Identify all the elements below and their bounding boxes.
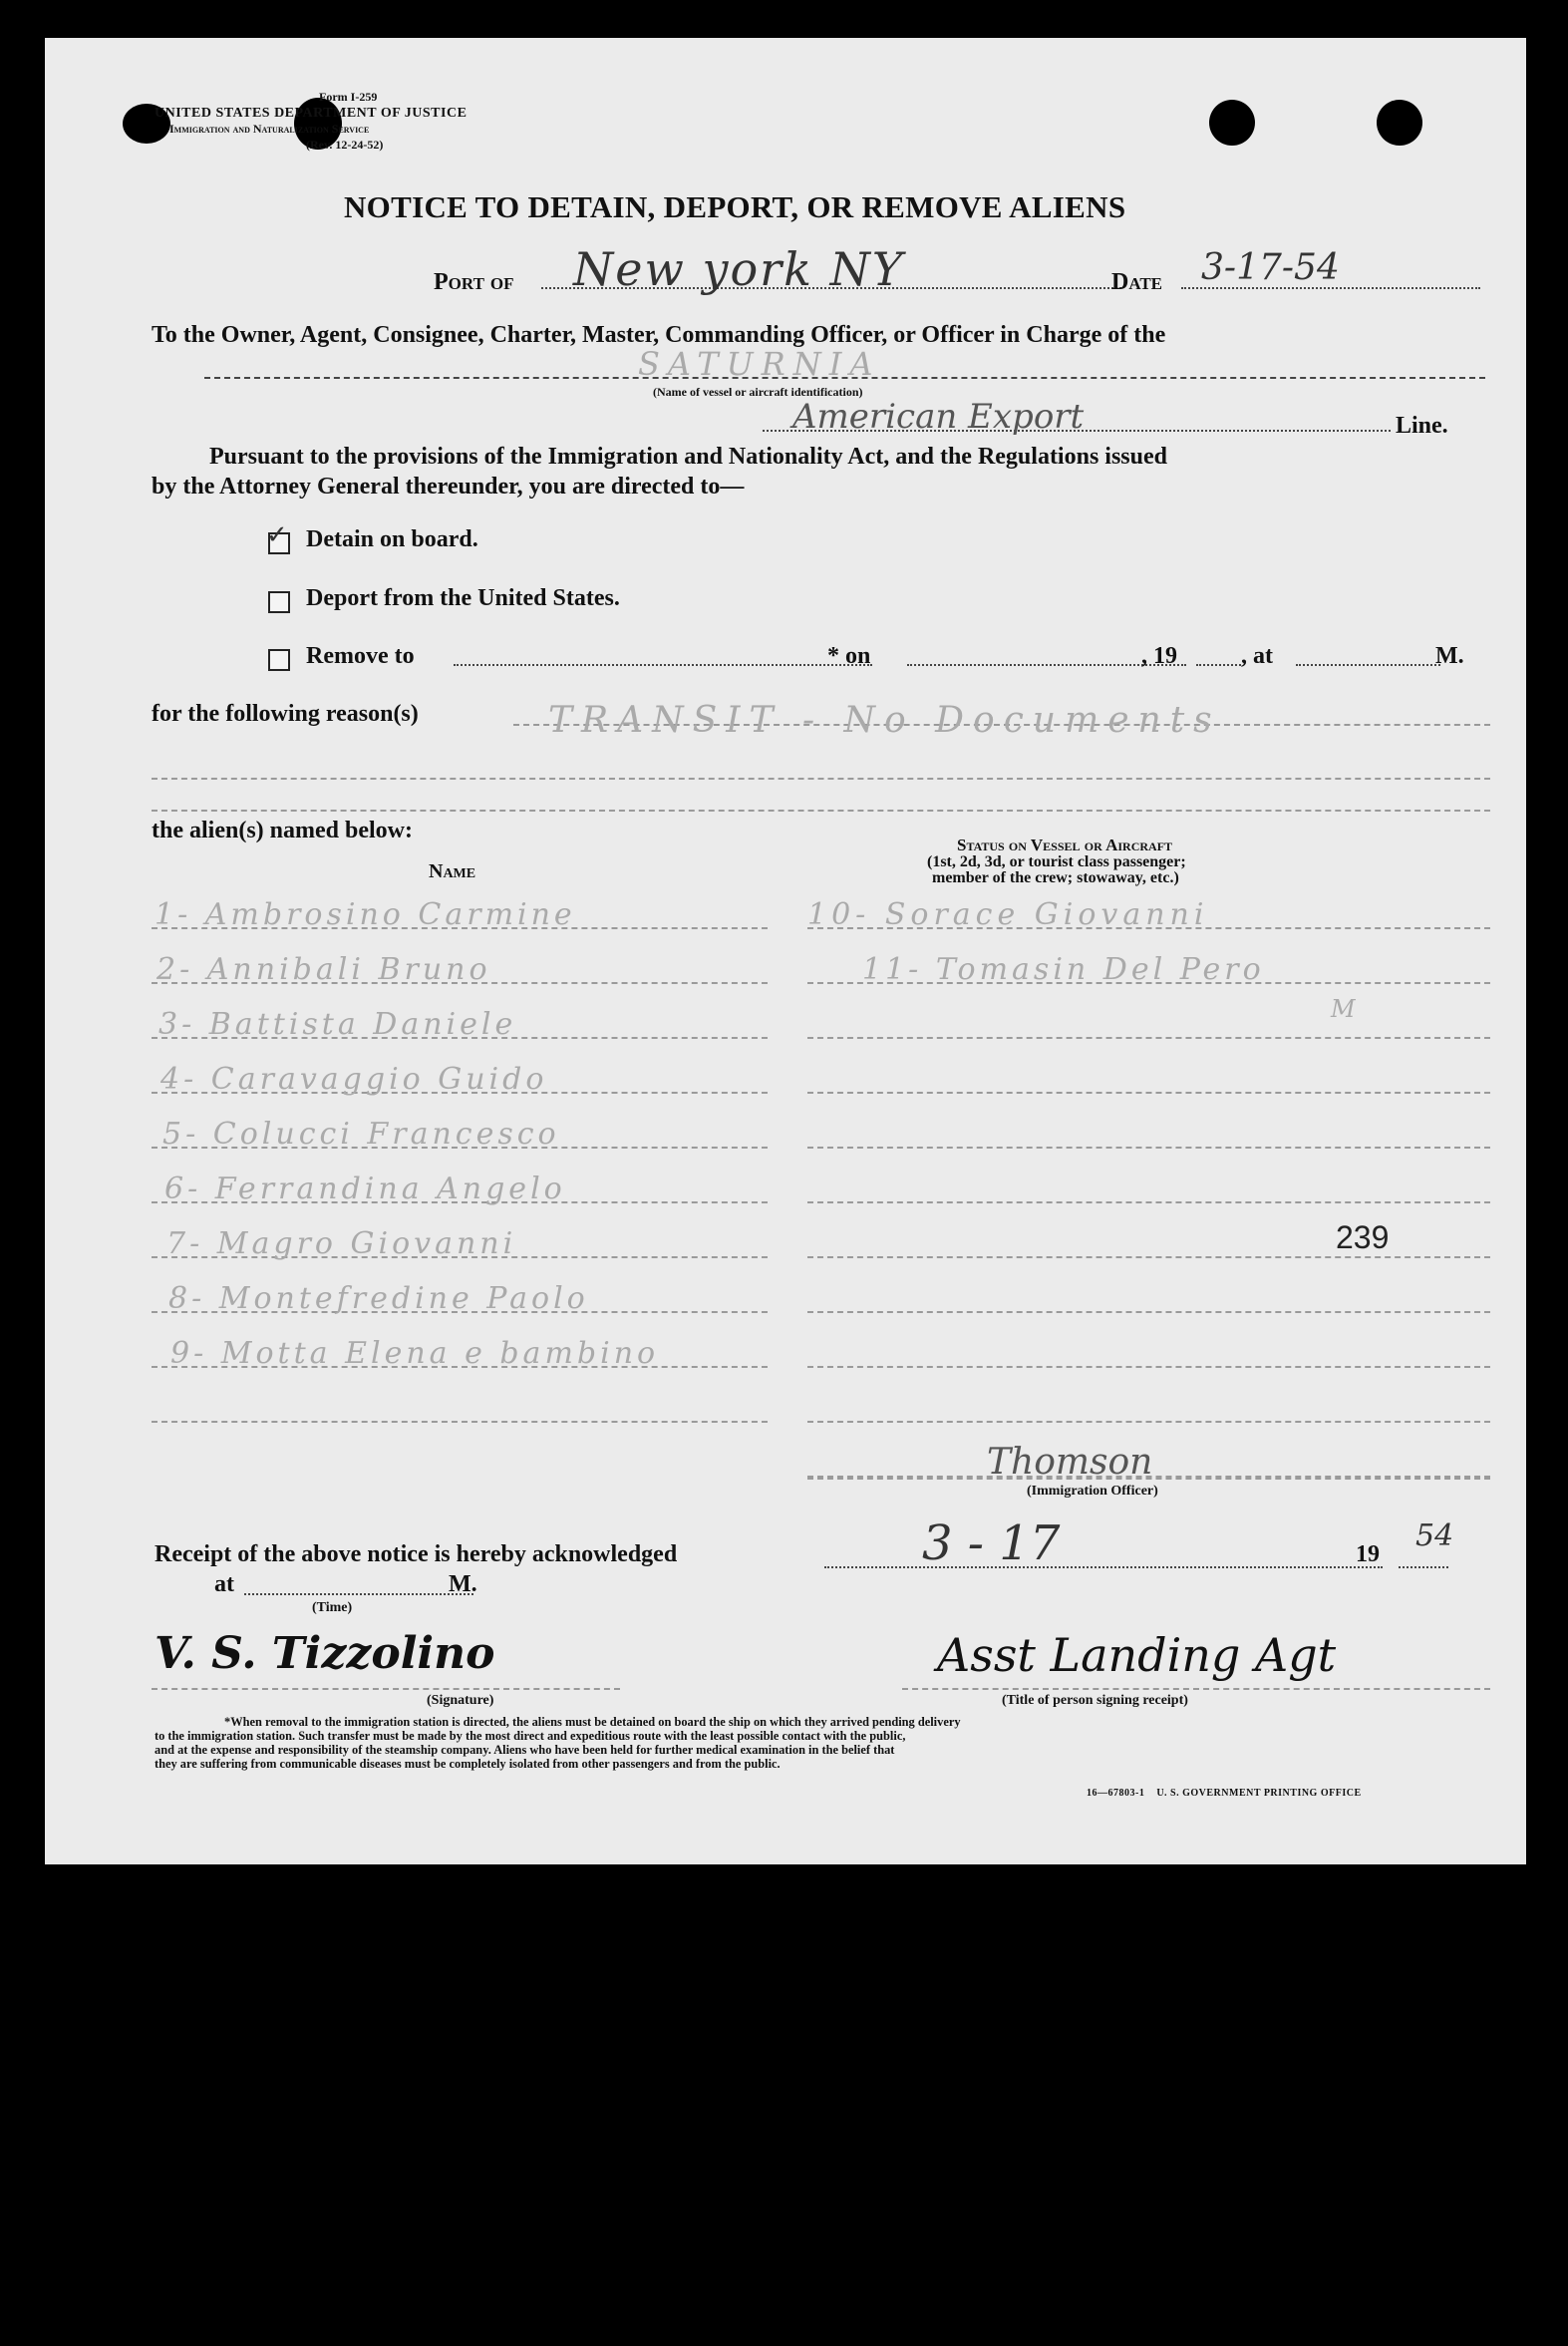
punch-hole-right bbox=[1377, 100, 1422, 146]
remove-at-label: , at bbox=[1241, 643, 1273, 669]
revision-date: (Rev. 12-24-52) bbox=[306, 138, 384, 152]
stamp-number: 239 bbox=[1336, 1219, 1390, 1255]
receipt-year-line bbox=[1399, 1566, 1448, 1568]
status-row-line bbox=[807, 1092, 1490, 1094]
signature-line bbox=[152, 1688, 620, 1690]
deport-label: Deport from the United States. bbox=[306, 585, 620, 611]
remove-year-label: , 19 bbox=[1141, 643, 1177, 669]
service-name: Immigration and Naturalization Service bbox=[169, 122, 370, 136]
footnote-line-1: *When removal to the immigration station is directed, the aliens must be detained on board the ship on which they arrived pending delivery bbox=[224, 1715, 961, 1729]
form-sheet bbox=[45, 38, 1526, 1864]
alien-name: 6- Ferrandina Angelo bbox=[164, 1172, 566, 1206]
receipt-year-value: 54 bbox=[1415, 1518, 1454, 1553]
receipt-date-value: 3 - 17 bbox=[922, 1515, 1061, 1571]
alien-name: 2- Annibali Bruno bbox=[157, 952, 491, 987]
vessel-value: SATURNIA bbox=[638, 345, 881, 383]
receipt-m-label: M. bbox=[449, 1571, 477, 1597]
printer-note: 16—67803-1 U. S. GOVERNMENT PRINTING OFFICE bbox=[1087, 1788, 1362, 1799]
date-label: Date bbox=[1111, 269, 1163, 295]
alien-status: 10- Sorace Giovanni bbox=[807, 897, 1209, 932]
status-row-line bbox=[807, 1311, 1490, 1313]
aliens-label: the alien(s) named below: bbox=[152, 818, 413, 843]
signature-caption: (Signature) bbox=[427, 1693, 494, 1708]
status-row-line bbox=[807, 1037, 1490, 1039]
alien-name: 5- Colucci Francesco bbox=[162, 1117, 560, 1152]
receipt-year-prefix: 19 bbox=[1356, 1541, 1380, 1567]
addressee-text: To the Owner, Agent, Consignee, Charter, Master, Commanding Officer, or Officer in Charge of the bbox=[152, 322, 1166, 348]
title-caption: (Title of person signing receipt) bbox=[1002, 1693, 1188, 1708]
pursuant-text-1: Pursuant to the provisions of the Immigration and Nationality Act, and the Regulations issued bbox=[209, 444, 1167, 470]
receipt-signature: V. S. Tizzolino bbox=[155, 1628, 495, 1679]
deport-checkbox[interactable] bbox=[268, 591, 290, 613]
remove-year-line bbox=[1196, 664, 1241, 666]
footnote-line-2: to the immigration station. Such transfer must be made by the most direct and expeditious route with the least possible contact with the public, bbox=[155, 1729, 906, 1743]
date-value: 3-17-54 bbox=[1201, 247, 1340, 288]
name-column-header: Name bbox=[429, 860, 476, 882]
reason-label: for the following reason(s) bbox=[152, 701, 419, 727]
status-row-line bbox=[807, 1421, 1490, 1423]
status-column-header: Status on Vessel or Aircraft bbox=[957, 836, 1173, 854]
reason-value: TRANSIT - No Documents bbox=[548, 700, 1221, 741]
status-row-line bbox=[807, 1256, 1490, 1258]
pursuant-text-2: by the Attorney General thereunder, you are directed to— bbox=[152, 474, 745, 500]
title-of-signer: Asst Landing Agt bbox=[937, 1628, 1337, 1682]
reason-line-3 bbox=[152, 810, 1490, 812]
page-title: NOTICE TO DETAIN, DEPORT, OR REMOVE ALIENS bbox=[344, 189, 1126, 224]
port-label: Port of bbox=[434, 269, 514, 295]
name-row-line bbox=[152, 1421, 768, 1423]
form-number: Form I-259 bbox=[319, 90, 378, 104]
alien-name: 7- Magro Giovanni bbox=[166, 1226, 517, 1261]
receipt-text: Receipt of the above notice is hereby acknowledged bbox=[155, 1541, 678, 1567]
remove-checkbox[interactable] bbox=[268, 649, 290, 671]
alien-name: 4- Caravaggio Guido bbox=[160, 1062, 548, 1097]
receipt-at-label: at bbox=[214, 1571, 234, 1597]
officer-signature: Thomson bbox=[987, 1442, 1153, 1483]
remove-label: Remove to bbox=[306, 643, 415, 669]
alien-name: 8- Montefredine Paolo bbox=[168, 1281, 589, 1316]
remove-m-label: M. bbox=[1435, 643, 1464, 669]
reason-line-2 bbox=[152, 778, 1490, 780]
status-row-line bbox=[807, 1201, 1490, 1203]
line-label: Line. bbox=[1396, 413, 1448, 439]
remove-destination-line bbox=[454, 664, 872, 666]
status-column-subheader-2: member of the crew; stowaway, etc.) bbox=[932, 869, 1179, 886]
footnote-line-4: they are suffering from communicable diseases must be completely isolated from other passengers and from the public. bbox=[155, 1757, 781, 1771]
department-name: UNITED STATES DEPARTMENT OF JUSTICE bbox=[155, 106, 468, 121]
status-row-line bbox=[807, 1366, 1490, 1368]
time-caption: (Time) bbox=[312, 1600, 353, 1615]
port-value: New york NY bbox=[573, 242, 905, 296]
alien-name: 9- Motta Elena e bambino bbox=[170, 1336, 660, 1371]
detain-label: Detain on board. bbox=[306, 526, 478, 552]
remove-on-label: * on bbox=[827, 643, 871, 669]
alien-status: 11- Tomasin Del Pero bbox=[862, 952, 1265, 987]
vessel-caption: (Name of vessel or aircraft identification) bbox=[653, 385, 863, 399]
receipt-time-line bbox=[244, 1593, 473, 1595]
officer-line bbox=[807, 1478, 1490, 1480]
status-column-subheader-1: (1st, 2d, 3d, or tourist class passenger; bbox=[927, 853, 1186, 870]
footnote-line-3: and at the expense and responsibility of the steamship company. Aliens who have been held for further medical examination in the belief that bbox=[155, 1743, 895, 1757]
receipt-date-line bbox=[824, 1566, 1383, 1568]
alien-name: 1- Ambrosino Carmine bbox=[155, 897, 576, 932]
alien-status: M bbox=[1331, 995, 1356, 1023]
status-row-line bbox=[807, 1147, 1490, 1149]
title-line bbox=[902, 1688, 1490, 1690]
line-value: American Export bbox=[792, 397, 1085, 437]
alien-name: 3- Battista Daniele bbox=[158, 1007, 517, 1042]
punch-hole-left bbox=[1209, 100, 1255, 146]
remove-time-line bbox=[1296, 664, 1440, 666]
officer-caption: (Immigration Officer) bbox=[1027, 1484, 1158, 1499]
detain-check-mark: ✓ bbox=[266, 520, 288, 550]
